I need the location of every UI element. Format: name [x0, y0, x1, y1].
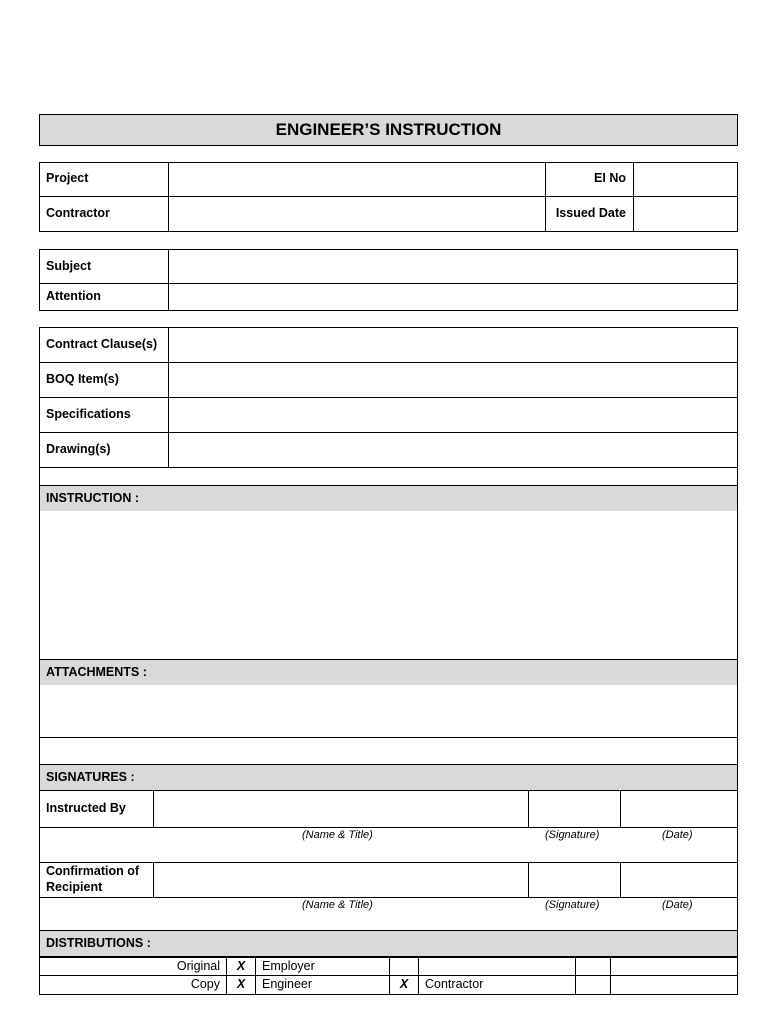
divider	[168, 327, 169, 468]
subject-label: Subject	[46, 259, 92, 273]
project-field[interactable]	[170, 163, 544, 195]
signature-caption: (Signature)	[545, 899, 600, 911]
instruction-heading: INSTRUCTION :	[46, 491, 140, 505]
confirmation-label-line2: Recipient	[46, 880, 103, 894]
divider	[575, 957, 576, 995]
distribution-party: Employer	[262, 959, 315, 973]
attention-label: Attention	[46, 289, 101, 303]
attachments-field[interactable]	[40, 685, 737, 737]
divider	[620, 790, 621, 827]
drawing-label: Drawing(s)	[46, 442, 111, 456]
attachments-header	[40, 660, 737, 685]
divider	[39, 897, 738, 898]
ei-no-field[interactable]	[635, 163, 737, 195]
divider	[255, 957, 256, 995]
instructed-by-label: Instructed By	[46, 801, 126, 815]
recipient-date-field[interactable]	[622, 863, 737, 896]
divider	[418, 957, 419, 995]
contractor-label: Contractor	[46, 206, 110, 220]
divider	[39, 467, 738, 468]
instructed-by-signature-field[interactable]	[530, 791, 619, 826]
divider	[153, 862, 154, 897]
recipient-signature-field[interactable]	[530, 863, 619, 896]
project-label: Project	[46, 171, 89, 185]
ei-no-label: EI No	[594, 171, 626, 185]
name-title-caption: (Name & Title)	[302, 829, 373, 841]
distribution-party: Contractor	[425, 977, 484, 991]
confirmation-label-line1: Confirmation of	[46, 864, 140, 878]
confirmation-label	[46, 864, 139, 895]
divider	[39, 737, 738, 738]
distribution-type: Copy	[190, 977, 220, 991]
instructed-by-name-field[interactable]	[155, 791, 527, 826]
date-caption: (Date)	[662, 829, 693, 841]
boq-item-field[interactable]	[170, 363, 737, 396]
distribution-party: Engineer	[262, 977, 313, 991]
divider	[528, 790, 529, 827]
document-title: ENGINEER’S INSTRUCTION	[275, 120, 502, 139]
contract-clause-label: Contract Clause(s)	[46, 337, 158, 351]
signatures-header	[40, 765, 737, 790]
distributions-heading: DISTRIBUTIONS :	[46, 936, 151, 950]
divider	[39, 827, 738, 828]
distributions-header	[40, 931, 737, 956]
contract-clause-field[interactable]	[170, 328, 737, 361]
drawing-field[interactable]	[170, 433, 737, 466]
attachments-heading: ATTACHMENTS :	[46, 665, 147, 679]
issued-date-field[interactable]	[635, 198, 737, 231]
instruction-header	[40, 486, 737, 511]
specifications-label: Specifications	[46, 407, 131, 421]
divider	[153, 790, 154, 827]
divider	[528, 862, 529, 897]
distribution-type: Original	[176, 959, 220, 973]
title-bar	[39, 114, 738, 146]
subject-field[interactable]	[170, 250, 737, 282]
attention-field[interactable]	[170, 285, 737, 310]
instruction-field[interactable]	[40, 511, 737, 659]
date-caption: (Date)	[662, 899, 693, 911]
issued-date-label: Issued Date	[555, 206, 626, 220]
divider	[168, 249, 169, 311]
distribution-mark[interactable]: X	[399, 977, 409, 991]
recipient-name-field[interactable]	[155, 863, 527, 896]
divider	[610, 957, 611, 995]
signature-caption: (Signature)	[545, 829, 600, 841]
divider	[620, 862, 621, 897]
name-title-caption: (Name & Title)	[302, 899, 373, 911]
boq-item-label: BOQ Item(s)	[46, 372, 119, 386]
divider	[545, 162, 546, 232]
instructed-by-date-field[interactable]	[622, 791, 737, 826]
signatures-heading: SIGNATURES :	[46, 770, 135, 784]
specifications-field[interactable]	[170, 398, 737, 431]
divider	[39, 283, 738, 284]
divider	[633, 162, 634, 232]
contractor-field[interactable]	[170, 198, 544, 231]
divider	[168, 162, 169, 232]
distribution-mark[interactable]: X	[236, 959, 246, 973]
distribution-mark[interactable]: X	[236, 977, 246, 991]
